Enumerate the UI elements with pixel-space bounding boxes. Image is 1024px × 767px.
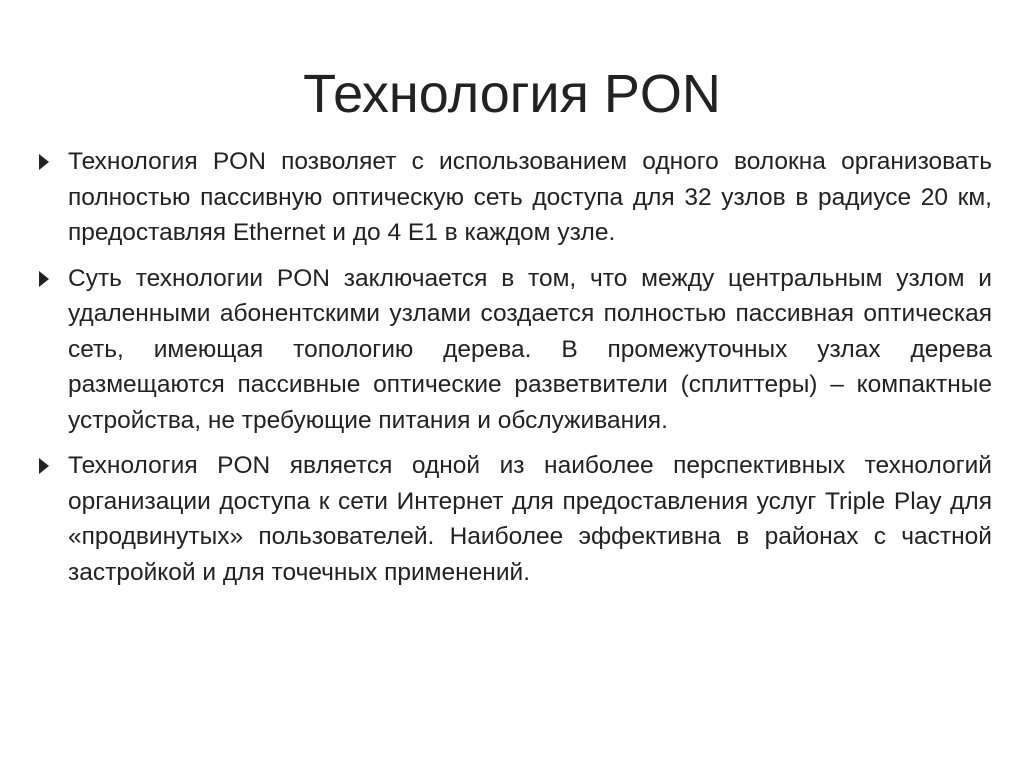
slide-title: Технология PON xyxy=(303,64,721,124)
bullet-text: Технология PON является одной из наиболее перспективных технологий организации доступа к сети Интернет для предоставления услуг Triple Play для «продвинутых» пользователей. Наиболее эффективна в районах с частной застройкой и для точечных применений. xyxy=(68,452,992,586)
bullet-item xyxy=(38,448,992,590)
bullet-text: Суть технологии PON заключается в том, что между центральным узлом и удаленными абонентскими узлами создается полностью пассивная оптическая сеть, имеющая топологию дерева. В промежуточных узлах дерева размещаются пассивные оптические разветвители (сплиттеры) – компактные устройства, не требующие питания и обслуживания. xyxy=(68,264,992,434)
bullet-text: Технология PON позволяет с использованием одного волокна организовать полностью пассивную оптическую сеть доступа для 32 узлов в радиусе 20 км, предоставляя Ethernet и до 4 E1 в каждом узле. xyxy=(68,148,992,246)
triangle-right-icon xyxy=(38,154,50,170)
bullet-item xyxy=(38,144,992,251)
bullet-list xyxy=(38,144,992,600)
triangle-right-icon xyxy=(38,458,50,474)
bullet-item xyxy=(38,261,992,439)
triangle-right-icon xyxy=(38,271,50,287)
